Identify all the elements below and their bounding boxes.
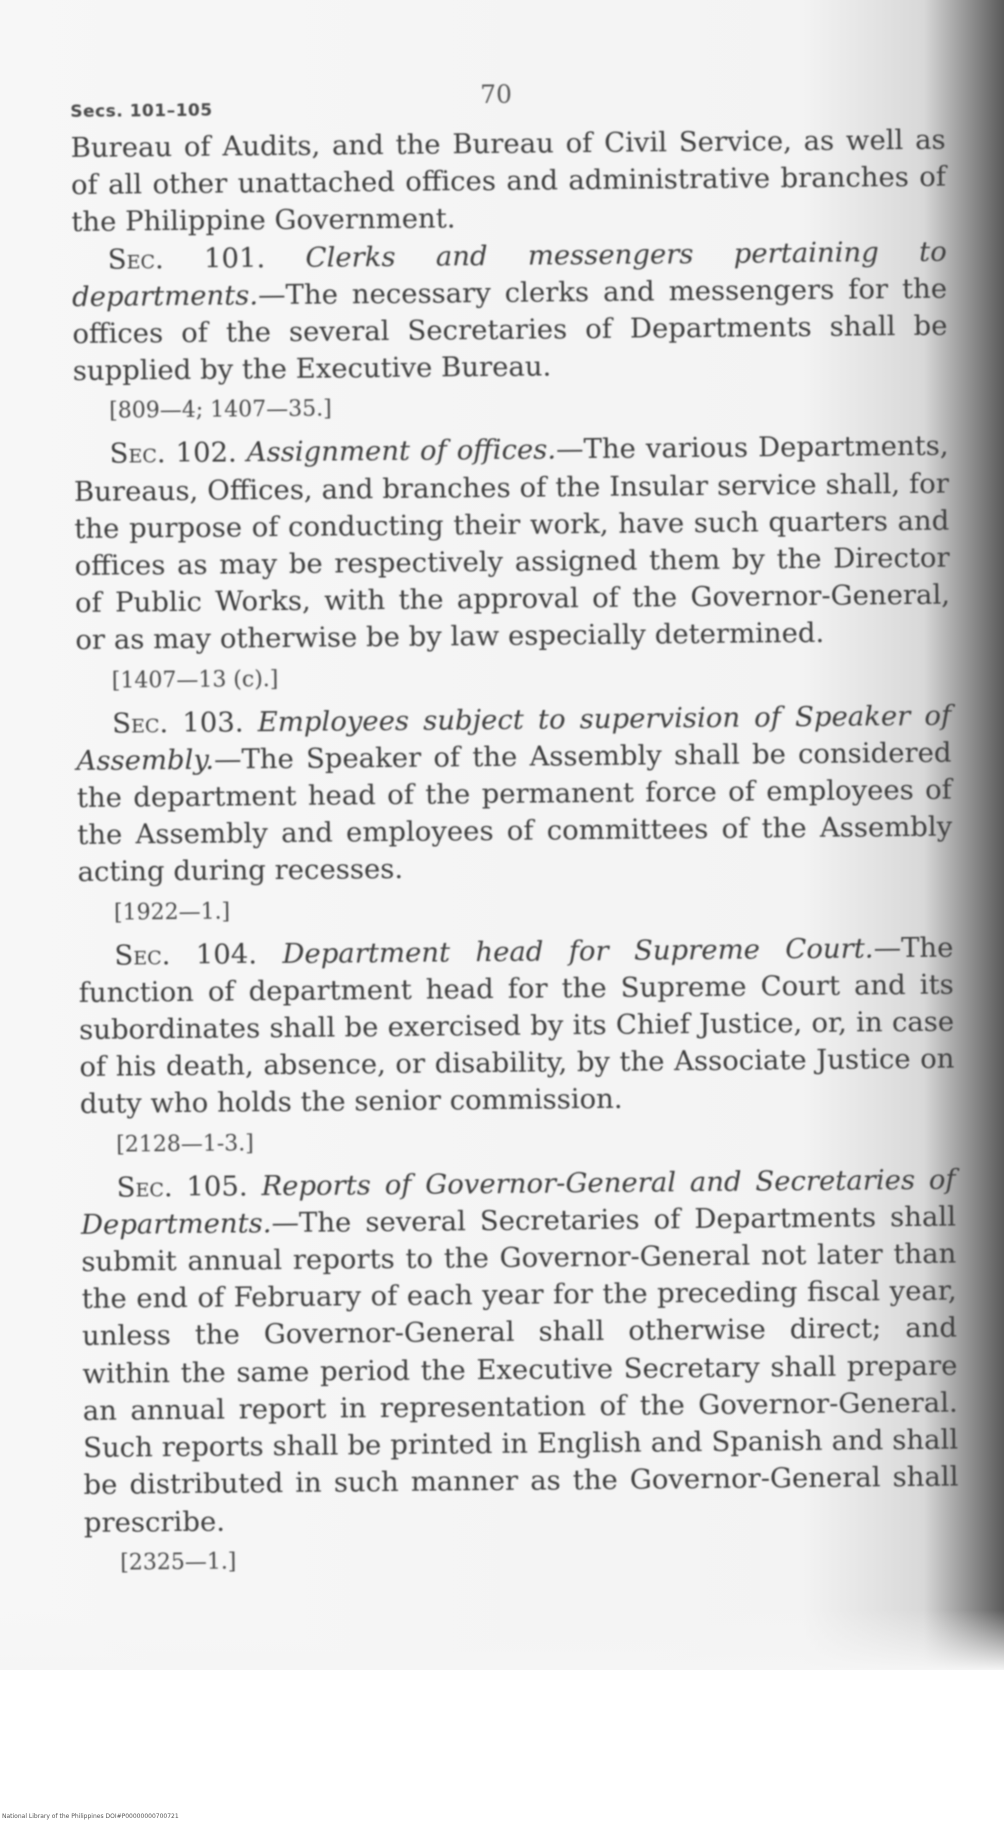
section-105: [80, 1161, 959, 1541]
section-101: [72, 233, 948, 390]
text-column: [70, 72, 959, 1588]
section-heading: Assignment of offices.: [246, 433, 557, 469]
section-citation: [1922—1.]: [113, 899, 231, 926]
opening-paragraph: Bureau of Audits, and the Bureau of Civil Service, as well as of all other unattached offices and administrative branches of the Philippine Government.: [70, 123, 947, 239]
section-body: —The necessary clerks and messengers for the offices of the several Secretaries of Departments shall be supplied by the Executive Bureau.: [72, 272, 948, 388]
section-label: Sec. 101.: [107, 241, 266, 276]
running-head: [70, 72, 945, 130]
section-citation: [809—4; 1407—35.]: [109, 396, 332, 425]
section-body: —The various Departments, Bureaus, Offices, and branches of the Insular service shall, for the purpose of conducting their work, have such quarters and offices as may be respectively assigned them by the Director of Public Works, with the approval of the Governor-General, or as may otherwise be by law especially determined.: [73, 430, 951, 657]
section-heading: Reports of Governor-General and Secretaries of Departments.: [80, 1163, 956, 1241]
section-label: Sec. 105.: [116, 1170, 248, 1204]
section-102: [73, 428, 950, 660]
section-heading: Clerks and messengers pertaining to departments.: [71, 235, 947, 313]
section-label: Sec. 104.: [114, 937, 258, 972]
section-body: —The Speaker of the Assembly shall be considered the department head of the permanent force of employees of the Assembly and employees of committees of the Assembly acting during recesses.: [76, 736, 953, 889]
section-103: [76, 697, 953, 891]
section-heading: Employees subject to supervision of Speaker of Assembly.: [76, 699, 952, 777]
section-body: —The function of department head for the Supreme Court and its subordinates shall be exercised by its Chief Justice, or, in case of his death, absence, or disability, by the Associate Justice on duty who holds the senior commission.: [78, 931, 955, 1121]
section-citation: [2128—1-3.]: [116, 1130, 254, 1158]
section-body: —The several Secretaries of Departments shall submit annual reports to the Governor-General not later than the end of February of each year for the preceding fiscal year, unless the Governor-General shall otherwise direct; and within the same period the Executive Secretary shall prepare an annual report in representation of the Governor-General. Such reports shall be printed in English and Spanish and shall be distributed in such manner as the Governor-General shall prescribe.: [81, 1200, 959, 1539]
section-label: Sec. 103.: [112, 706, 244, 740]
section-104: [78, 929, 955, 1123]
page-number: 70: [480, 79, 513, 110]
scan-footer: National Library of the Philippines DOI#P00000000700721: [2, 1813, 179, 1820]
section-citation: [1407—13 (c).]: [111, 666, 279, 694]
section-citation: [2325—1.]: [120, 1549, 237, 1576]
section-label: Sec. 102.: [109, 436, 237, 471]
section-heading: Department head for Supreme Court.: [282, 931, 874, 970]
section-range: Secs. 101–105: [70, 100, 213, 122]
